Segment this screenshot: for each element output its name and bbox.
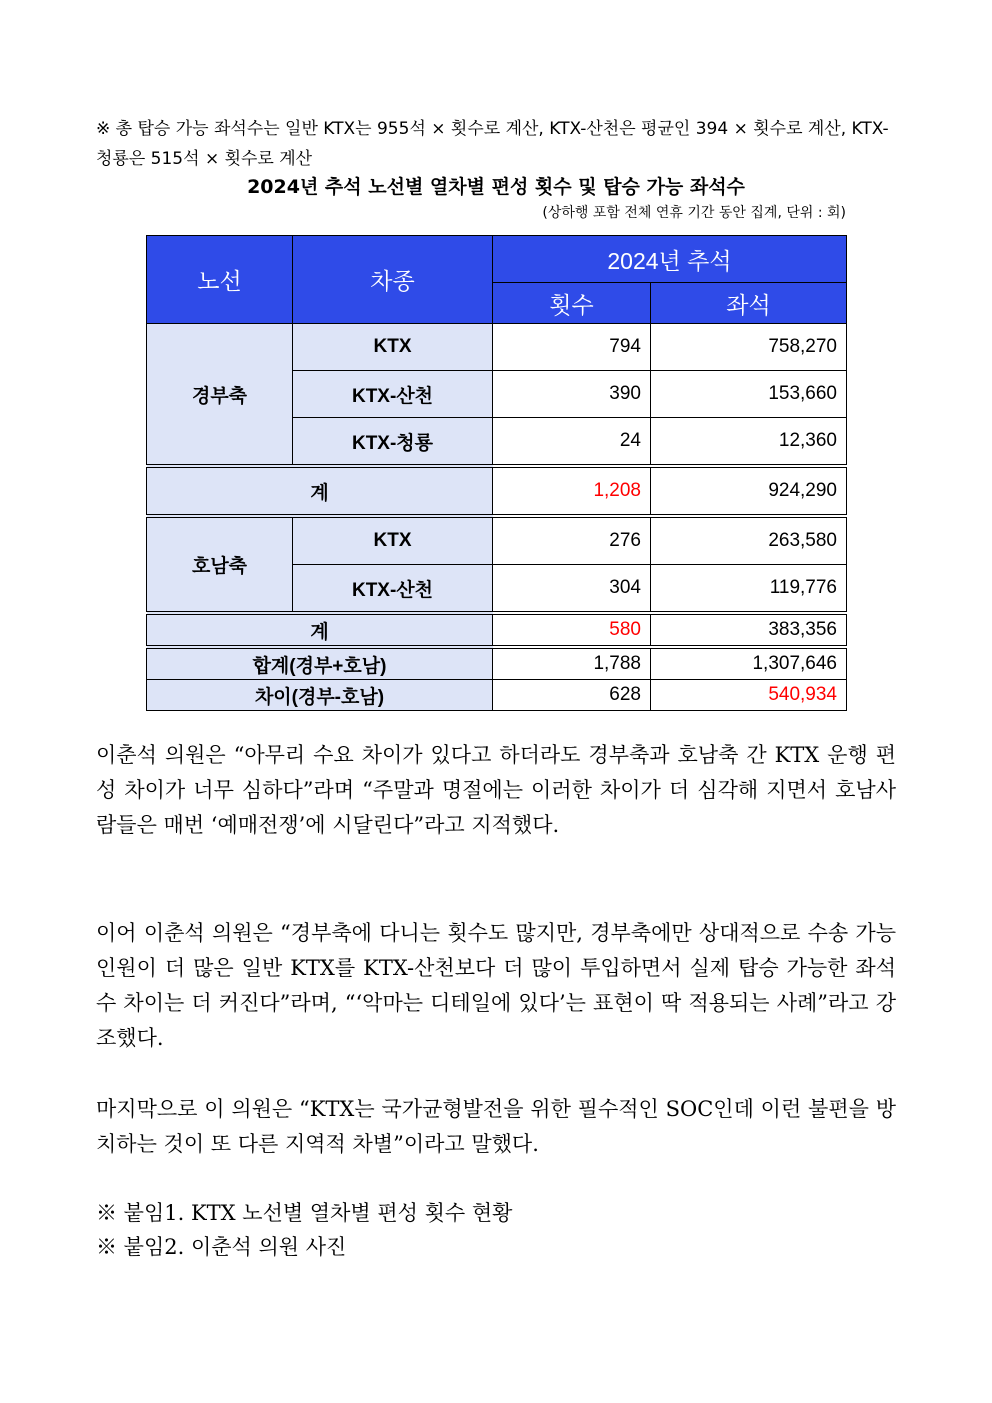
train-schedule-table — [146, 235, 847, 711]
header-route: 노선 — [147, 236, 293, 324]
subtotal-row-honam — [147, 613, 847, 647]
subtotal-seats: 383,356 — [651, 613, 847, 647]
count-cell: 794 — [493, 324, 651, 371]
total-row — [147, 647, 847, 680]
difference-count: 628 — [493, 680, 651, 711]
route-gyeongbu: 경부축 — [147, 324, 293, 467]
total-seats: 1,307,646 — [651, 647, 847, 680]
body-paragraph: 이춘석 의원은 “아무리 수요 차이가 있다고 하더라도 경부축과 호남축 간 KTX 운행 편성 차이가 너무 심하다”라며 “주말과 명절에는 이러한 차이가 더 심각해 지면서 호남사람들은 매번 ‘예매전쟁’에 시달린다”라고 지적했다. — [96, 743, 896, 837]
subtotal-count: 580 — [493, 613, 651, 647]
subtotal-seats: 924,290 — [651, 466, 847, 516]
attachment-item: ※ 붙임2. 이춘석 의원 사진 — [96, 1235, 347, 1259]
train-type-cell: KTX — [293, 516, 493, 565]
table-title: 2024년 추석 노선별 열차별 편성 횟수 및 탑승 가능 좌석수 — [247, 176, 745, 198]
header-period: 2024년 추석 — [493, 236, 847, 283]
subtotal-label: 계 — [147, 613, 493, 647]
train-type-cell: KTX — [293, 324, 493, 371]
subtotal-label: 계 — [147, 466, 493, 516]
table-row — [147, 516, 847, 565]
table-row — [147, 324, 847, 371]
count-cell: 24 — [493, 418, 651, 467]
seats-cell: 758,270 — [651, 324, 847, 371]
total-count: 1,788 — [493, 647, 651, 680]
count-cell: 276 — [493, 516, 651, 565]
table-subtitle: (상하행 포함 전체 연휴 기간 동안 집계, 단위 : 회) — [542, 205, 846, 221]
route-honam: 호남축 — [147, 516, 293, 613]
count-cell: 304 — [493, 565, 651, 614]
total-label: 합계(경부+호남) — [147, 647, 493, 680]
seats-cell: 119,776 — [651, 565, 847, 614]
difference-seats: 540,934 — [651, 680, 847, 711]
difference-label: 차이(경부-호남) — [147, 680, 493, 711]
seats-cell: 12,360 — [651, 418, 847, 467]
body-paragraph: 이어 이춘석 의원은 “경부축에 다니는 횟수도 많지만, 경부축에만 상대적으로 수송 가능 인원이 더 많은 일반 KTX를 KTX-산천보다 더 많이 투입하면서 실제 탑승 가능한 좌석수 차이는 더 커진다”라며, “‘악마는 디테일에 있다’는 표현이 딱 적용되는 사례”라고 강조했다. — [96, 921, 896, 1050]
header-seats: 좌석 — [651, 283, 847, 324]
train-type-cell: KTX-청룡 — [293, 418, 493, 467]
seat-calc-note: ※ 총 탑승 가능 좌석수는 일반 KTX는 955석 × 횟수로 계산, KTX-산천은 평균인 394 × 횟수로 계산, KTX-청룡은 515석 × 횟수로 계산 — [96, 119, 889, 169]
header-train-type: 차종 — [293, 236, 493, 324]
count-cell: 390 — [493, 371, 651, 418]
train-type-cell: KTX-산천 — [293, 565, 493, 614]
body-paragraph: 마지막으로 이 의원은 “KTX는 국가균형발전을 위한 필수적인 SOC인데 이런 불편을 방치하는 것이 또 다른 지역적 차별”이라고 말했다. — [96, 1097, 896, 1156]
header-count: 횟수 — [493, 283, 651, 324]
attachment-item: ※ 붙임1. KTX 노선별 열차별 편성 횟수 현황 — [96, 1201, 513, 1225]
subtotal-row-gyeongbu — [147, 466, 847, 516]
difference-row — [147, 680, 847, 711]
subtotal-count: 1,208 — [493, 466, 651, 516]
seats-cell: 263,580 — [651, 516, 847, 565]
train-type-cell: KTX-산천 — [293, 371, 493, 418]
seats-cell: 153,660 — [651, 371, 847, 418]
